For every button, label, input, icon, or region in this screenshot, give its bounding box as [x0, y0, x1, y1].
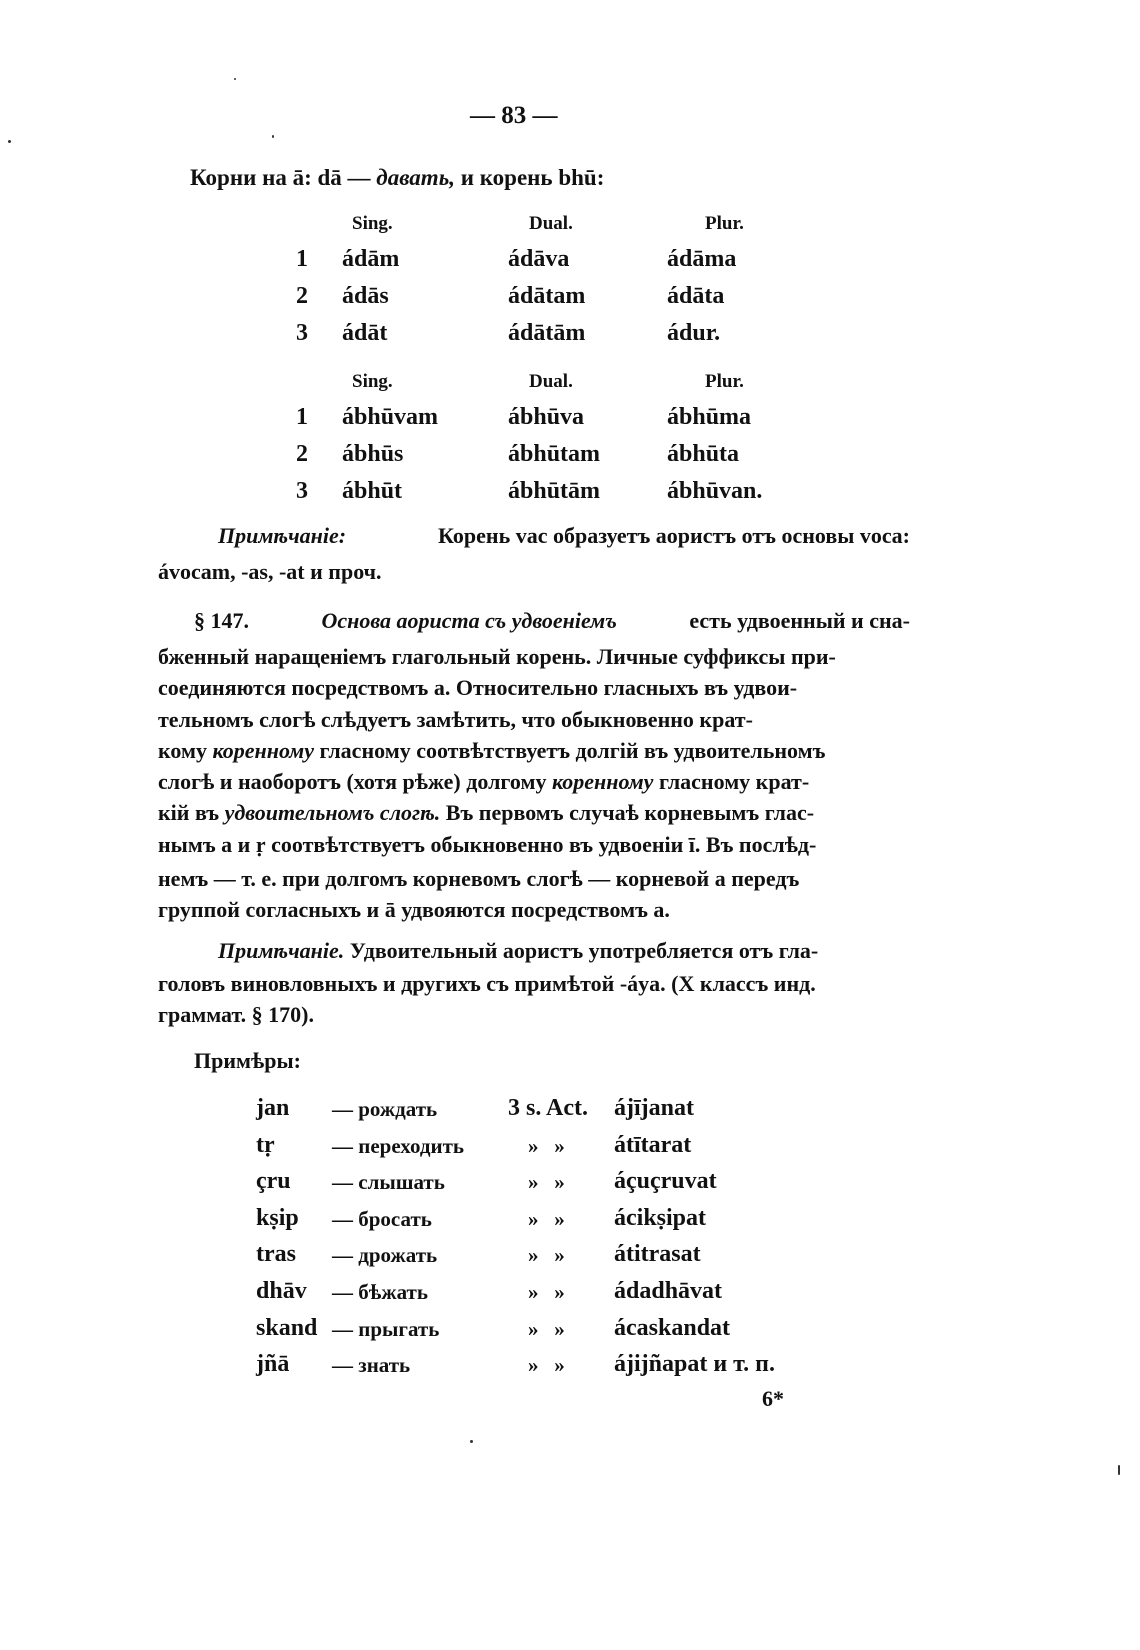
example-form: » »	[528, 1207, 565, 1231]
example-form: » »	[528, 1317, 565, 1341]
scan-speck	[272, 135, 274, 138]
form-dual: ábhūtam	[508, 441, 601, 467]
form-plur: ádāta	[667, 283, 725, 309]
example-root: tras	[256, 1241, 296, 1267]
line7-a: кій въ	[158, 800, 220, 825]
scan-speck	[470, 1440, 473, 1443]
col-header-sing: Sing.	[352, 213, 393, 234]
section-line1	[194, 610, 910, 632]
form-sing: ábhūs	[342, 441, 404, 467]
section-mark: § 147.	[194, 608, 249, 633]
col-header-sing: Sing.	[352, 371, 393, 392]
col-header-plur: Plur.	[705, 371, 744, 392]
roots-heading-italic: давать,	[376, 165, 455, 190]
signature-mark: 6*	[762, 1386, 784, 1411]
form-sing: ábhūvam	[342, 404, 439, 430]
row-number: 2	[296, 283, 308, 309]
form-dual: ádātam	[508, 283, 586, 309]
line-text: бженный наращеніемъ глагольный корень. Личные суффиксы при-	[158, 644, 836, 669]
note2-line3: граммат. § 170).	[158, 1002, 314, 1027]
example-root: dhāv	[256, 1278, 307, 1304]
example-result: áçuçruvat	[614, 1168, 717, 1194]
scan-speck	[234, 78, 236, 80]
example-form: » »	[528, 1170, 565, 1194]
section-line4: тельномъ слогѣ слѣдуетъ замѣтить, что обыкновенно крат-	[158, 707, 753, 732]
line5-italic: коренному	[212, 738, 314, 763]
row-number: 2	[296, 441, 308, 467]
col-header-dual: Dual.	[529, 213, 573, 234]
form-plur: ádāma	[667, 246, 737, 272]
form-dual: ádāva	[508, 246, 570, 272]
page-number: — 83 —	[470, 102, 558, 129]
section-title: Основа аориста съ удвоеніемъ	[321, 608, 617, 633]
example-form: » »	[528, 1243, 565, 1267]
note2-text: Удвоительный аористъ употребляется отъ гла-	[349, 938, 819, 963]
section-line5	[158, 740, 825, 762]
example-result: ácikṣipat	[614, 1205, 707, 1231]
example-result: ájijñapat и т. п.	[614, 1351, 775, 1377]
section-line10: группой согласныхъ и ā удвояются посредствомъ a.	[158, 897, 670, 922]
example-meaning: — слышать	[332, 1170, 445, 1194]
form-dual: ábhūva	[508, 404, 585, 430]
section-line8: нымъ a и ṛ соотвѣтствуетъ обыкновенно въ удвоеніи ī. Въ послѣд-	[158, 832, 817, 857]
example-result: ájījanat	[614, 1095, 694, 1121]
example-root: jñā	[256, 1351, 290, 1377]
section-line1-rest: есть удвоенный и сна-	[689, 608, 910, 633]
line7-b: Въ первомъ случаѣ корневымъ глас-	[445, 800, 815, 825]
example-result: ácaskandat	[614, 1315, 731, 1341]
form-plur: ábhūma	[667, 404, 752, 430]
roots-heading-post: и корень bhū:	[460, 165, 605, 190]
note1-label: Примѣчаніе:	[218, 523, 347, 548]
col-header-dual: Dual.	[529, 371, 573, 392]
example-meaning: — бѣжать	[332, 1280, 428, 1304]
line5-a: кому	[158, 738, 207, 763]
note2-label: Примѣчаніе.	[218, 938, 345, 963]
example-meaning: — переходить	[332, 1134, 464, 1158]
line6-a: слогѣ и наоборотъ (хотя рѣже) долгому	[158, 769, 547, 794]
example-meaning: — прыгать	[332, 1317, 440, 1341]
examples-heading: Примѣры:	[194, 1048, 301, 1073]
note1-text: Корень vac образуетъ аористъ отъ основы voca:	[438, 523, 910, 548]
section-line2	[158, 646, 910, 668]
example-result: átitrasat	[614, 1241, 701, 1267]
line6-b: гласному крат-	[658, 769, 810, 794]
example-root: skand	[256, 1315, 318, 1341]
example-root: çru	[256, 1168, 291, 1194]
form-plur: ábhūta	[667, 441, 740, 467]
form-sing: ábhūt	[342, 478, 403, 504]
example-root: tṛ	[256, 1132, 275, 1158]
form-sing: ádāt	[342, 320, 388, 346]
form-plur: ádur.	[667, 320, 721, 346]
section-line6	[158, 771, 809, 793]
example-form: » »	[528, 1280, 565, 1304]
note1-line1	[218, 525, 910, 547]
section-line9: немъ — т. е. при долгомъ корневомъ слогѣ — корневой a передъ	[158, 866, 800, 891]
line5-b: гласному соотвѣтствуетъ долгій въ удвоительномъ	[319, 738, 826, 763]
note2-line2: головъ виновловныхъ и другихъ съ примѣтой -áya. (X классъ инд.	[158, 971, 816, 996]
row-number: 1	[296, 246, 308, 272]
col-header-plur: Plur.	[705, 213, 744, 234]
example-meaning: — дрожать	[332, 1243, 438, 1267]
form-dual: ádātām	[508, 320, 586, 346]
example-form: » »	[528, 1134, 565, 1158]
example-meaning: — знать	[332, 1353, 411, 1377]
example-form: » »	[528, 1353, 565, 1377]
section-line3: соединяются посредствомъ a. Относительно гласныхъ въ удвои-	[158, 675, 798, 700]
line7-italic: удвоительномъ слогѣ.	[224, 800, 441, 825]
row-number: 3	[296, 478, 308, 504]
note2-line1	[218, 940, 818, 962]
form-dual: ábhūtām	[508, 478, 601, 504]
scan-speck	[1118, 1465, 1120, 1475]
scan-speck	[8, 140, 11, 143]
note1-line2: ávocam, -as, -at и проч.	[158, 559, 382, 584]
form-plur: ábhūvan.	[667, 478, 763, 504]
section-line7	[158, 802, 814, 824]
example-meaning: — бросать	[332, 1207, 432, 1231]
row-number: 1	[296, 404, 308, 430]
form-sing: ádās	[342, 283, 389, 309]
example-root: kṣip	[256, 1205, 299, 1231]
roots-heading	[190, 165, 604, 191]
line6-italic: коренному	[551, 769, 654, 794]
example-root: jan	[256, 1095, 290, 1121]
example-form: 3 s. Act.	[508, 1095, 588, 1121]
example-meaning: — рождать	[332, 1097, 438, 1121]
roots-heading-pre: Корни на ā: dā —	[190, 165, 371, 190]
example-result: átītarat	[614, 1132, 692, 1158]
row-number: 3	[296, 320, 308, 346]
example-result: ádadhāvat	[614, 1278, 723, 1304]
form-sing: ádām	[342, 246, 400, 272]
